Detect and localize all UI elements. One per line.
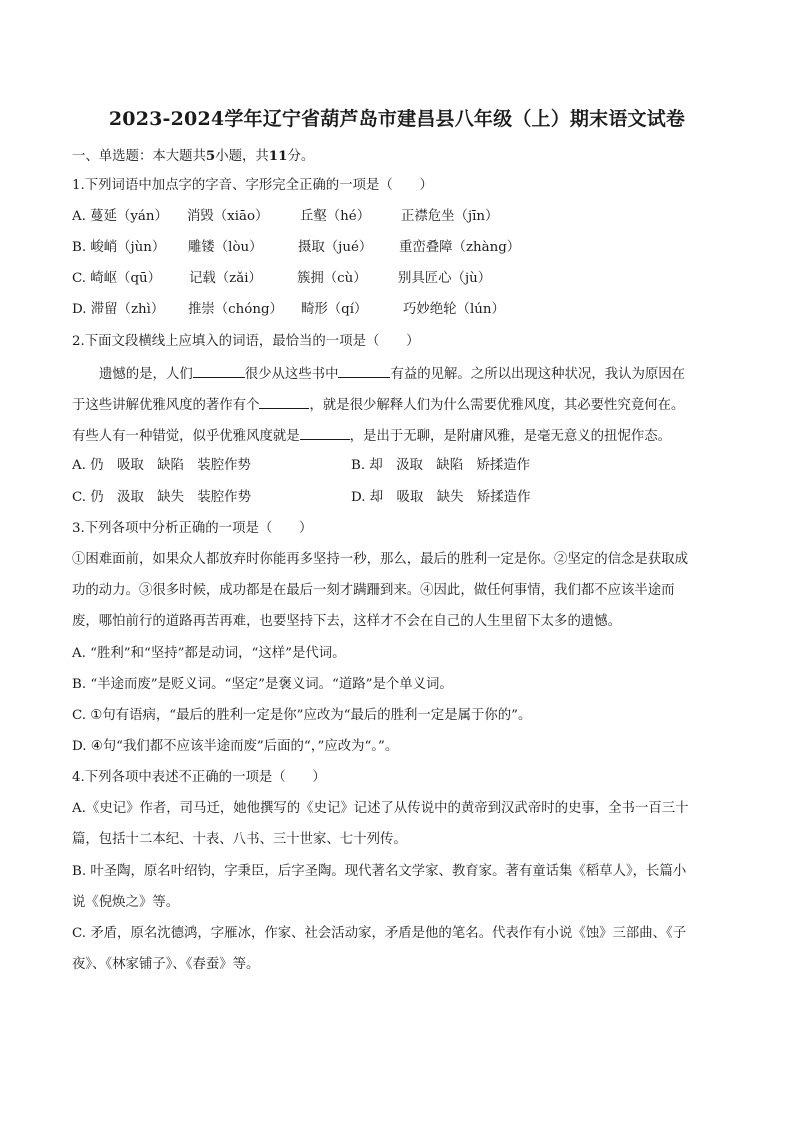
question-count: 5 [205, 148, 216, 164]
q2-text: ，是出于无聊，是附庸风雅，是毫无意义的扭怩作态。 [349, 429, 672, 444]
fill-blank [259, 394, 309, 409]
q1-c-word1: C. 崎岖（qū） [72, 271, 162, 286]
section-middle: 小题，共 [215, 149, 269, 164]
q2-passage-line-1 [99, 363, 685, 385]
section-heading [72, 146, 314, 167]
q4-option-a-line-2: 篇，包括十二本纪、十表、八书、三十世家、七十列传。 [72, 832, 407, 847]
q1-b-word4: 重峦叠障（zhàng） [399, 240, 521, 255]
q4-option-b-line-2: 说《倪焕之》等。 [72, 895, 180, 910]
fill-blank [193, 363, 245, 378]
q1-stem: 1.下列词语中加点字的字音、字形完全正确的一项是（ ） [72, 178, 433, 193]
q1-b-word2: 雕镂（lòu） [188, 240, 263, 255]
q1-d-word1: D. 滞留（zhì） [72, 302, 165, 317]
q2-option-c: C. 仍 汲取 缺失 装腔作势 [72, 490, 251, 505]
page-title: 2023-2024学年辽宁省葫芦岛市建昌县八年级（上）期末语文试卷 [108, 108, 686, 130]
q1-a-word3: 丘壑（hé） [300, 209, 371, 224]
q3-option-d: D. ④句“我们都不应该半途而废”后面的“，”应改为“。”。 [72, 739, 399, 754]
q2-stem: 2.下面文段横线上应填入的词语，最恰当的一项是（ ） [72, 334, 420, 349]
q2-text: 有益的见解。之所以出现这种状况，我认为原因在 [390, 367, 686, 382]
q1-c-word3: 簇拥（cù） [297, 271, 367, 286]
q1-d-word2: 推崇（chóng） [188, 302, 283, 317]
q3-passage-line: ①困难面前，如果众人都放弃时你能再多坚持一秒，那么，最后的胜利一定是你。②坚定的信念是获取成 [72, 552, 688, 567]
q3-passage-line: 废，哪怕前行的道路再苦再难，也要坚持下去，这样才不会在自己的人生里留下太多的遗憾。 [72, 614, 622, 629]
q4-option-c-line-2: 夜》、《林家铺子》、《春蚕》等。 [72, 957, 260, 972]
q4-stem: 4.下列各项中表述不正确的一项是（ ） [72, 770, 326, 785]
q2-text: 很少从这些书中 [244, 367, 339, 382]
q4-option-b-line-1: B. 叶圣陶，原名叶绍钧，字秉臣，后字圣陶。现代著名文学家、教育家。著有童话集《稻草人》，长篇小 [72, 864, 687, 879]
q1-a-word1: A. 蔓延（yán） [72, 209, 168, 224]
q2-option-d: D. 却 吸取 缺失 矫揉造作 [351, 490, 531, 505]
q3-option-c: C. ①句有语病，“最后的胜利一定是你”应改为“最后的胜利一定是属于你的”。 [72, 708, 532, 723]
q1-b-word1: B. 峻峭（jùn） [72, 240, 166, 255]
q2-text: 有些人有一种错觉，似乎优雅风度就是 [72, 429, 300, 444]
q2-option-a: A. 仍 吸取 缺陷 装腔作势 [72, 458, 251, 473]
q1-a-word4: 正襟危坐（jīn） [401, 209, 499, 224]
q3-stem: 3.下列各项中分析正确的一项是（ ） [72, 521, 313, 536]
q1-a-word2: 消毁（xiāo） [187, 209, 269, 224]
q2-text: ，就是很少解释人们为什么需要优雅风度，其必要性究竟何在。 [309, 398, 685, 413]
q2-text: 遗憾的是，人们 [99, 367, 193, 382]
q1-d-word4: 巧妙绝轮（lún） [403, 302, 505, 317]
q2-option-b: B. 却 汲取 缺陷 矫揉造作 [351, 458, 531, 473]
q4-option-c-line-1: C. 矛盾，原名沈德鸿，字雁冰，作家、社会活动家，矛盾是他的笔名。代表作有小说《蚀》三部曲、《子 [72, 926, 687, 941]
q1-b-word3: 摄取（jué） [298, 240, 373, 255]
q3-option-a: A. “胜利”和“坚持”都是动词，“这样”是代词。 [72, 646, 346, 661]
q2-passage-line-3 [72, 425, 671, 447]
q1-c-word2: 记载（zǎi） [189, 271, 262, 286]
fill-blank [300, 425, 350, 440]
q3-option-b: B. “半途而废”是贬义词。“坚定”是褒义词。“道路”是个单义词。 [72, 677, 453, 692]
q4-option-a-line-1: A.《史记》作者，司马迁，她他撰写的《史记》记述了从传说中的黄帝到汉武帝时的史事，全书一百三十 [72, 801, 689, 816]
q1-d-word3: 畸形（qí） [301, 302, 368, 317]
q2-text: 于这些讲解优雅风度的著作有个 [72, 398, 260, 413]
q2-passage-line-2 [72, 394, 684, 416]
fill-blank [338, 363, 390, 378]
q1-c-word4: 别具匠心（jù） [398, 271, 492, 286]
section-suffix: 分。 [287, 149, 315, 164]
q3-passage-line: 功的动力。③很多时候，成功都是在最后一刻才蹒跚到来。④因此，做任何事情，我们都不应该半途而 [72, 583, 675, 598]
section-prefix: 一、单选题：本大题共 [72, 149, 206, 164]
score-total: 11 [268, 148, 288, 164]
